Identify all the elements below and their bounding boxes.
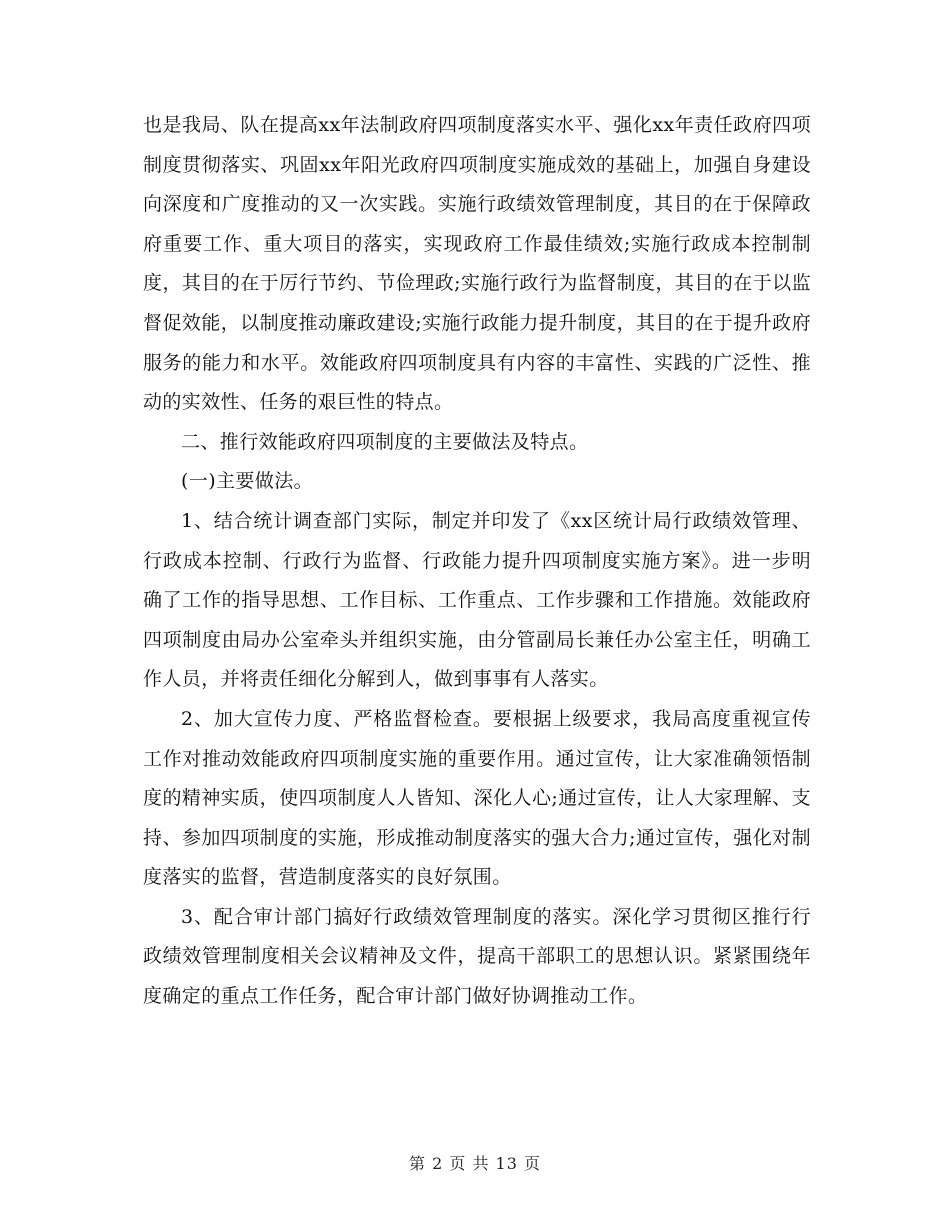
subsection-heading-1: (一)主要做法。	[181, 470, 314, 493]
paragraph-item-1: 1、结合统计调查部门实际，制定并印发了《xx区统计局行政绩效管理、行政成本控制、行政行为监督、行政能力提升四项制度实施方案》。进一步明确了工作的指导思想、工作目标、工作重点、工作步骤和工作措施。效能政府四项制度由局办公室牵头并组织实施，由分管副局长兼任办公室主任，明确工作人员，并将责任细化分解到人，做到事事有人落实。	[143, 509, 811, 691]
section-heading-2: 二、推行效能政府四项制度的主要做法及特点。	[181, 430, 589, 453]
paragraph-item-3: 3、配合审计部门搞好行政绩效管理制度的落实。深化学习贯彻区推行行政绩效管理制度相关会议精神及文件，提高干部职工的思想认识。紧紧围绕年度确定的重点工作任务，配合审计部门做好协调推动工作。	[143, 905, 811, 1008]
paragraph-intro-continued: 也是我局、队在提高xx年法制政府四项制度落实水平、强化xx年责任政府四项制度贯彻落实、巩固xx年阳光政府四项制度实施成效的基础上，加强自身建设向深度和广度推动的又一次实践。实施行政绩效管理制度，其目的在于保障政府重要工作、重大项目的落实，实现政府工作最佳绩效;实施行政成本控制制度，其目的在于厉行节约、节俭理政;实施行政行为监督制度，其目的在于以监督促效能，以制度推动廉政建设;实施行政能力提升制度，其目的在于提升政府服务的能力和水平。效能政府四项制度具有内容的丰富性、实践的广泛性、推动的实效性、任务的艰巨性的特点。	[143, 114, 811, 414]
paragraph-item-2: 2、加大宣传力度、严格监督检查。要根据上级要求，我局高度重视宣传工作对推动效能政府四项制度实施的重要作用。通过宣传，让大家准确领悟制度的精神实质，使四项制度人人皆知、深化人心;通过宣传，让人大家理解、支持、参加四项制度的实施，形成推动制度落实的强大合力;通过宣传，强化对制度落实的监督，营造制度落实的良好氛围。	[143, 707, 811, 889]
document-body	[143, 106, 811, 1017]
page-number-footer: 第 2 页 共 13 页	[409, 1154, 541, 1173]
